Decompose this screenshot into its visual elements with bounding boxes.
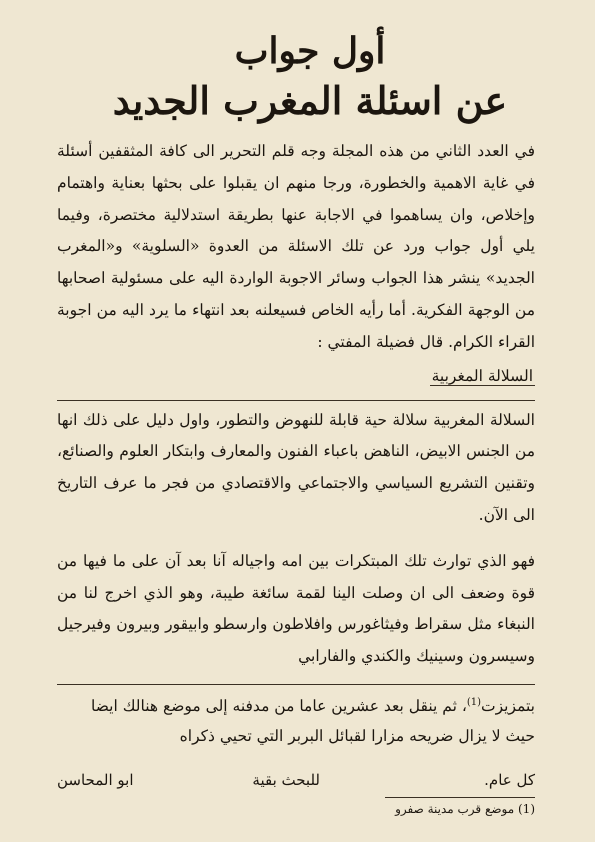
closing-text: كل عام. xyxy=(484,771,535,789)
intro-paragraph: في العدد الثاني من هذه المجلة وجه قلم التحرير الى كافة المثقفين أسئلة في غاية الاهمية والخطورة، ورجا منهم ان يقبلوا على بحثها بعناية واهتمام وإخلاص، وان يساهموا في الاجابة عنها بطريقة استدلالية مختصرة، وفيما يلي أول جواب ورد عن تلك الاسئلة من العدوة «السلوية» و«المغرب الجديد» ينشر هذا الجواب وسائر الاجوبة الواردة اليه على مسئولية اصحابها من الوجهة الفكرية. أما رأيه الخاص فسيعلنه بعد انتهاء ما يرد اليه من اجوبة القراء الكرام. قال فضيلة المفتي : xyxy=(57,142,535,351)
continuation-block xyxy=(57,688,535,751)
author-name: ابو المحاسن xyxy=(57,771,134,789)
section-heading-text: السلالة المغربية xyxy=(431,366,533,385)
section-divider xyxy=(57,400,535,401)
footnote-marker: (1) xyxy=(466,697,482,708)
title-line-2: عن اسئلة المغرب الجديد xyxy=(112,78,508,123)
article-body xyxy=(57,136,535,673)
section-heading xyxy=(57,361,535,391)
column-divider xyxy=(57,684,535,685)
paragraph-3: فهو الذي توارث تلك المبتكرات بين امه واجياله آنا بعد آن على ما فيها من قوة وضعف الى ان وصلت الينا لقمة سائغة طيبة، وهو الذي اخرج لنا من النبغاء مثل سقراط وفيثاغورس وافلاطون وارسطو وابيقور وبيرون وفيرجيل وسيسرون وسينيك والكندي والفارابي xyxy=(57,551,535,666)
title-line-1: أول جواب xyxy=(234,30,386,72)
signature-row xyxy=(57,766,535,794)
to-be-continued: للبحث بقية xyxy=(252,771,320,789)
footnote-divider xyxy=(385,797,535,798)
continuation-paragraph xyxy=(57,688,535,751)
continuation-start: بتمزيزت xyxy=(481,697,535,716)
footnote: (1) موضع قرب مدينة صفرو xyxy=(395,802,535,816)
continuation-rest: ، ثم ينقل بعد عشرين عاما من مدفنه إلى موضع هنالك ايضا حيث لا يزال ضريحه مزارا لقبائل البربر التي تحيي ذكراه xyxy=(91,697,535,746)
paragraph-2: السلالة المغربية سلالة حية قابلة للنهوض والتطور، واول دليل على ذلك انها من الجنس الابيض، الناهض باعباء الفنون والمعارف وابتكار العلوم والصنائع، وتقنين التشريع السياسي والاجتماعي والاقتصادي من فجر ما عرف التاريخ الى الآن. xyxy=(57,410,535,524)
